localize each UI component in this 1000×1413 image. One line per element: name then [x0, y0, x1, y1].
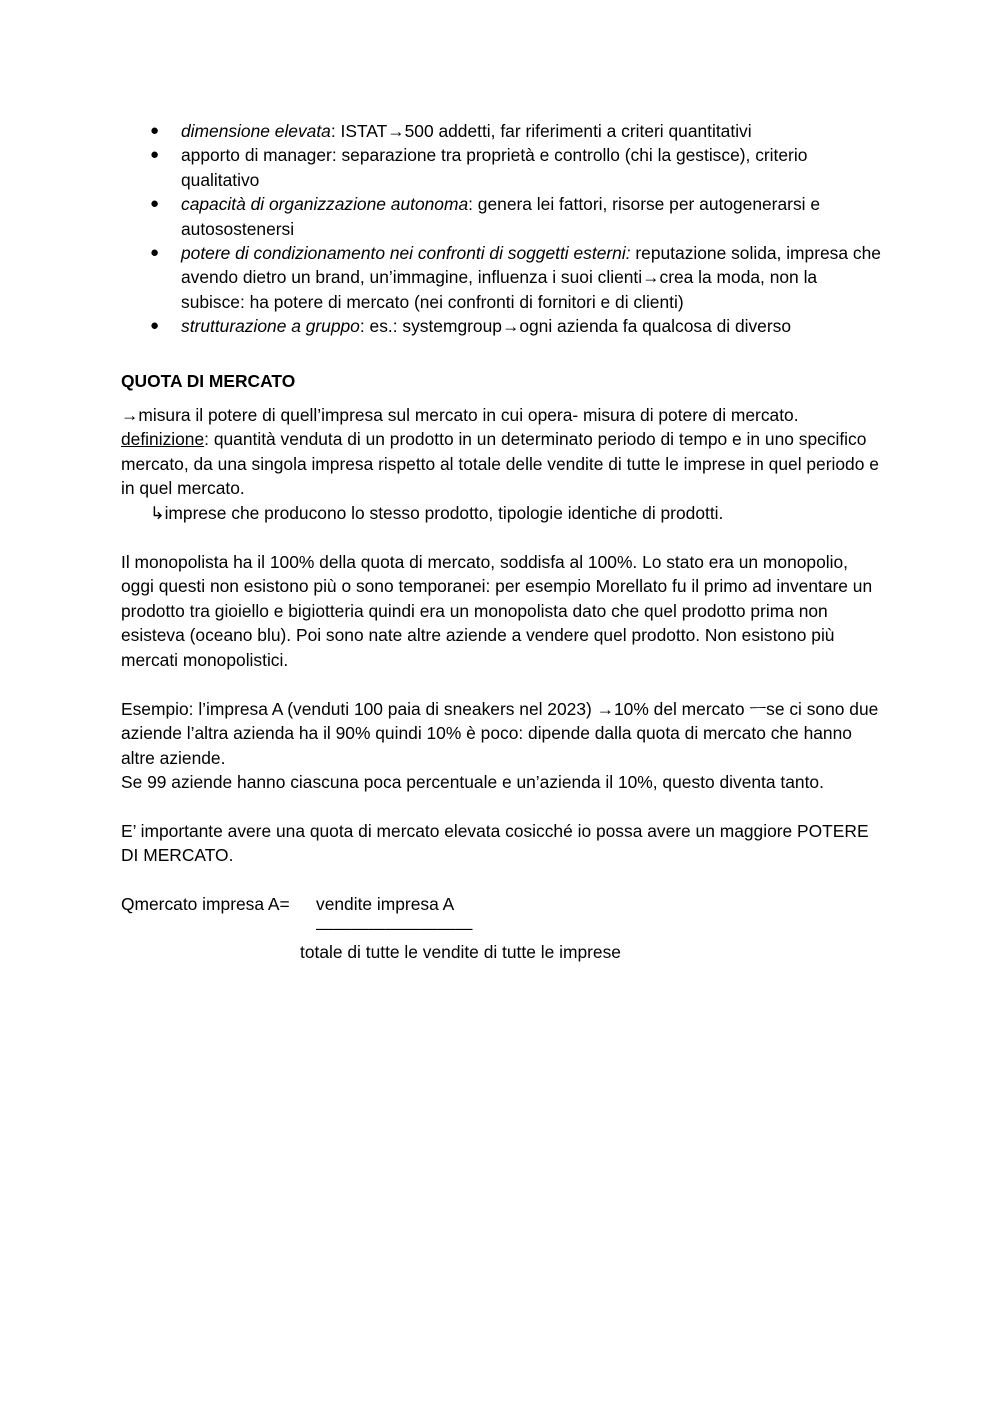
importance-paragraph: E’ importante avere una quota di mercato elevata cosicché io possa avere un maggiore POTERE DI MERCATO. [121, 821, 869, 866]
bullet-text: : es.: systemgroup→ogni azienda fa qualcosa di diverso [359, 316, 791, 337]
bullet-term: dimensione elevata [181, 121, 331, 141]
monopoly-block [121, 550, 881, 672]
formula-numerator: vendite impresa A [316, 894, 455, 914]
fraction-bar: ————————— [316, 918, 473, 938]
example-block [121, 697, 881, 795]
bullet-icon: ● [150, 195, 160, 213]
section-title: QUOTA DI MERCATO [121, 371, 296, 391]
bullet-icon: ● [150, 244, 160, 262]
example-line: Se 99 aziende hanno ciascuna poca percentuale e un’azienda il 10%, questo diventa tanto. [121, 772, 824, 793]
bullet-text: reputazione solida, impresa che avendo dietro un brand, un’immagine, influenza i suoi clienti→crea la moda, non la subisce: ha potere di mercato (nei confronti di fornitori e di clienti) [181, 243, 881, 312]
formula-denominator: totale di tutte le vendite di tutte le imprese [300, 942, 621, 962]
bullet-icon: ● [150, 146, 160, 164]
example-paragraph: Esempio: l’impresa A (venduti 100 paia di sneakers nel 2023) →10% del mercato ㅡse ci sono due aziende l’altra azienda ha il 90% quindi 10% è poco: dipende dalla quota di mercato che hanno altre aziende. [121, 699, 879, 768]
formula-label: Qmercato impresa A= [121, 894, 290, 914]
monopoly-paragraph: Il monopolista ha il 100% della quota di mercato, soddisfa al 100%. Lo stato era un monopolio, oggi questi non esistono più o sono temporanei: per esempio Morellato fu il primo ad inventare un prodotto tra gioiello e bigiotteria quindi era un monopolista dato che quel prodotto prima non esisteva (oceano blu). Poi sono nate altre aziende a vendere quel prodotto. Non esistono più mercati monopolistici. [121, 552, 873, 670]
list-item [121, 143, 881, 192]
bullet-text: apporto di manager: separazione tra proprietà e controllo (chi la gestisce), criterio qualitativo [181, 145, 808, 190]
definition-paragraph [121, 427, 881, 500]
sub-note: ↳imprese che producono lo stesso prodotto, tipologie identiche di prodotti. [150, 502, 724, 523]
bullet-icon: ● [150, 122, 160, 139]
list-item [121, 314, 881, 338]
intro-line: →misura il potere di quell’impresa sul mercato in cui opera- misura di potere di mercato. [121, 405, 799, 425]
list-item [121, 119, 881, 143]
characteristics-list [121, 119, 881, 339]
bullet-term: potere di condizionamento nei confronti di soggetti esterni: [181, 243, 631, 264]
definition-text: : quantità venduta di un prodotto in un determinato periodo di tempo e in uno specifico mercato, da una singola impresa rispetto al totale delle vendite di tutte le imprese in quel periodo e in quel mercato. [121, 429, 879, 499]
list-item [121, 241, 881, 314]
bullet-term: capacità di organizzazione autonoma [181, 194, 469, 215]
definition-block [121, 403, 881, 525]
importance-block [121, 819, 881, 868]
bullet-icon: ● [150, 317, 160, 335]
bullet-term: strutturazione a gruppo [181, 316, 360, 337]
bullet-text: : ISTAT→500 addetti, far riferimenti a criteri quantitativi [330, 121, 752, 141]
bullet-text: : genera lei fattori, risorse per autogenerarsi e autosostenersi [181, 194, 821, 239]
list-item [121, 192, 881, 241]
definition-label: definizione [121, 429, 205, 450]
